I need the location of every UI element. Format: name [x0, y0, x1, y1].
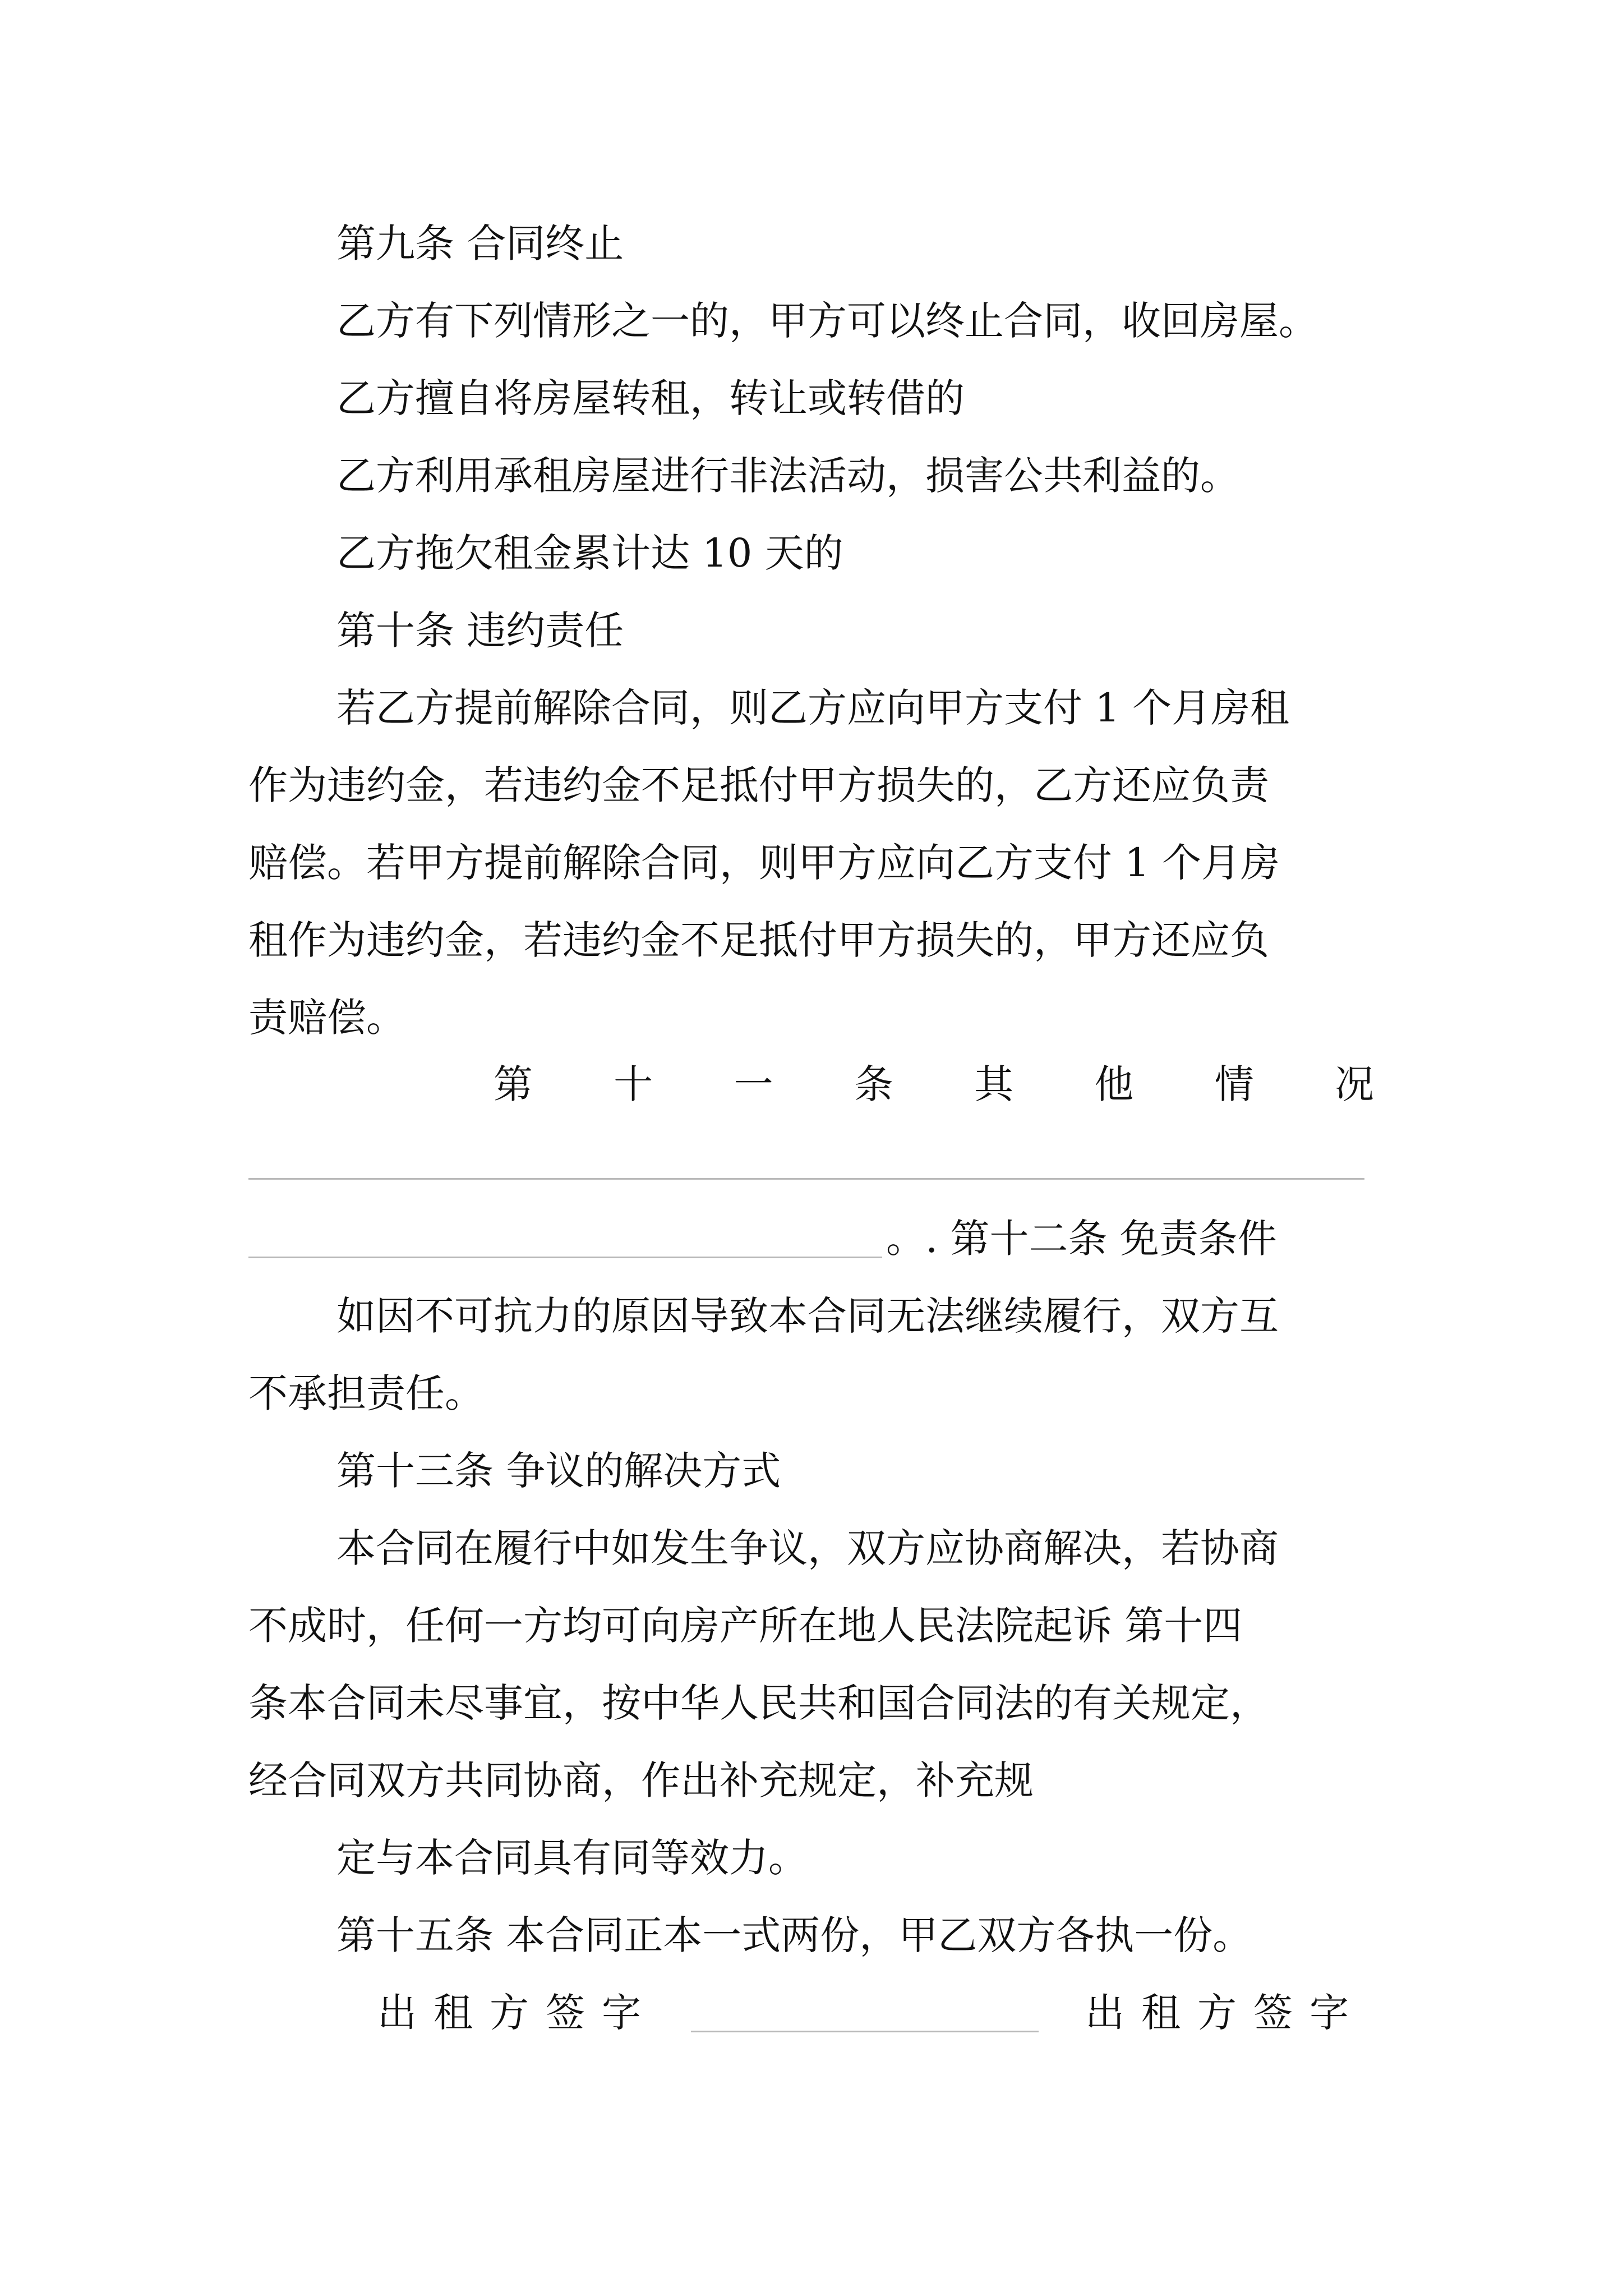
- paragraph-line: 不成时，任何一方均可向房产所在地人民法院起诉 第十四: [248, 1603, 1243, 1649]
- paragraph-line: 若乙方提前解除合同，则乙方应向甲方支付 1 个月房租: [336, 685, 1290, 731]
- article-11-char: 条: [854, 1061, 893, 1107]
- article-11-char: 况: [1334, 1061, 1374, 1107]
- lessor-signature-label-right: 出租方签字: [1085, 1990, 1366, 2036]
- paragraph-line: 租作为违约金，若违约金不足抵付甲方损失的，甲方还应负: [248, 917, 1269, 963]
- article-11-char: 十: [614, 1061, 653, 1107]
- paragraph-line: 作为违约金，若违约金不足抵付甲方损失的，乙方还应负责: [248, 762, 1269, 808]
- article-11-char: 其: [974, 1061, 1014, 1107]
- paragraph-line: 乙方擅自将房屋转租，转让或转借的: [336, 375, 965, 421]
- article-11-char: 情: [1214, 1061, 1254, 1107]
- article-11-char: 一: [734, 1061, 773, 1107]
- paragraph-line: 定与本合同具有同等效力。: [336, 1835, 808, 1881]
- lessor-signature-label: 出租方签字: [377, 1990, 658, 2036]
- paragraph-line: 责赔偿。: [248, 995, 405, 1041]
- paragraph-line: 如因不可抗力的原因导致本合同无法继续履行，双方互: [336, 1293, 1279, 1339]
- paragraph-line: 本合同在履行中如发生争议，双方应协商解决，若协商: [336, 1525, 1279, 1571]
- article-10-heading: 第十条 违约责任: [336, 608, 624, 654]
- blank-line: [248, 1178, 1364, 1180]
- paragraph-line: 赔偿。若甲方提前解除合同，则甲方应向乙方支付 1 个月房: [248, 840, 1280, 886]
- paragraph-line: 不承担责任。: [248, 1370, 484, 1416]
- blank-line: [248, 1257, 882, 1258]
- paragraph-line: 经合同双方共同协商，作出补充规定，补充规: [248, 1757, 1034, 1803]
- article-11-char: 第: [494, 1061, 533, 1107]
- paragraph-line: 乙方有下列情形之一的，甲方可以终止合同，收回房屋。: [336, 298, 1318, 344]
- paragraph-line: 乙方拖欠租金累计达 10 天的: [336, 530, 843, 576]
- article-11-heading: [494, 1057, 1374, 1111]
- paragraph-line: 乙方利用承租房屋进行非法活动，损害公共利益的。: [336, 453, 1239, 499]
- article-9-heading: 第九条 合同终止: [336, 220, 624, 266]
- article-12-heading: 。. 第十二条 免责条件: [886, 1216, 1277, 1262]
- signature-blank-line: [691, 2031, 1039, 2032]
- article-15-heading: 第十五条 本合同正本一式两份，甲乙双方各执一份。: [336, 1912, 1252, 1958]
- paragraph-line: 条本合同未尽事宜，按中华人民共和国合同法的有关规定，: [248, 1680, 1269, 1726]
- article-11-char: 他: [1094, 1061, 1134, 1107]
- article-13-heading: 第十三条 争议的解决方式: [336, 1448, 781, 1494]
